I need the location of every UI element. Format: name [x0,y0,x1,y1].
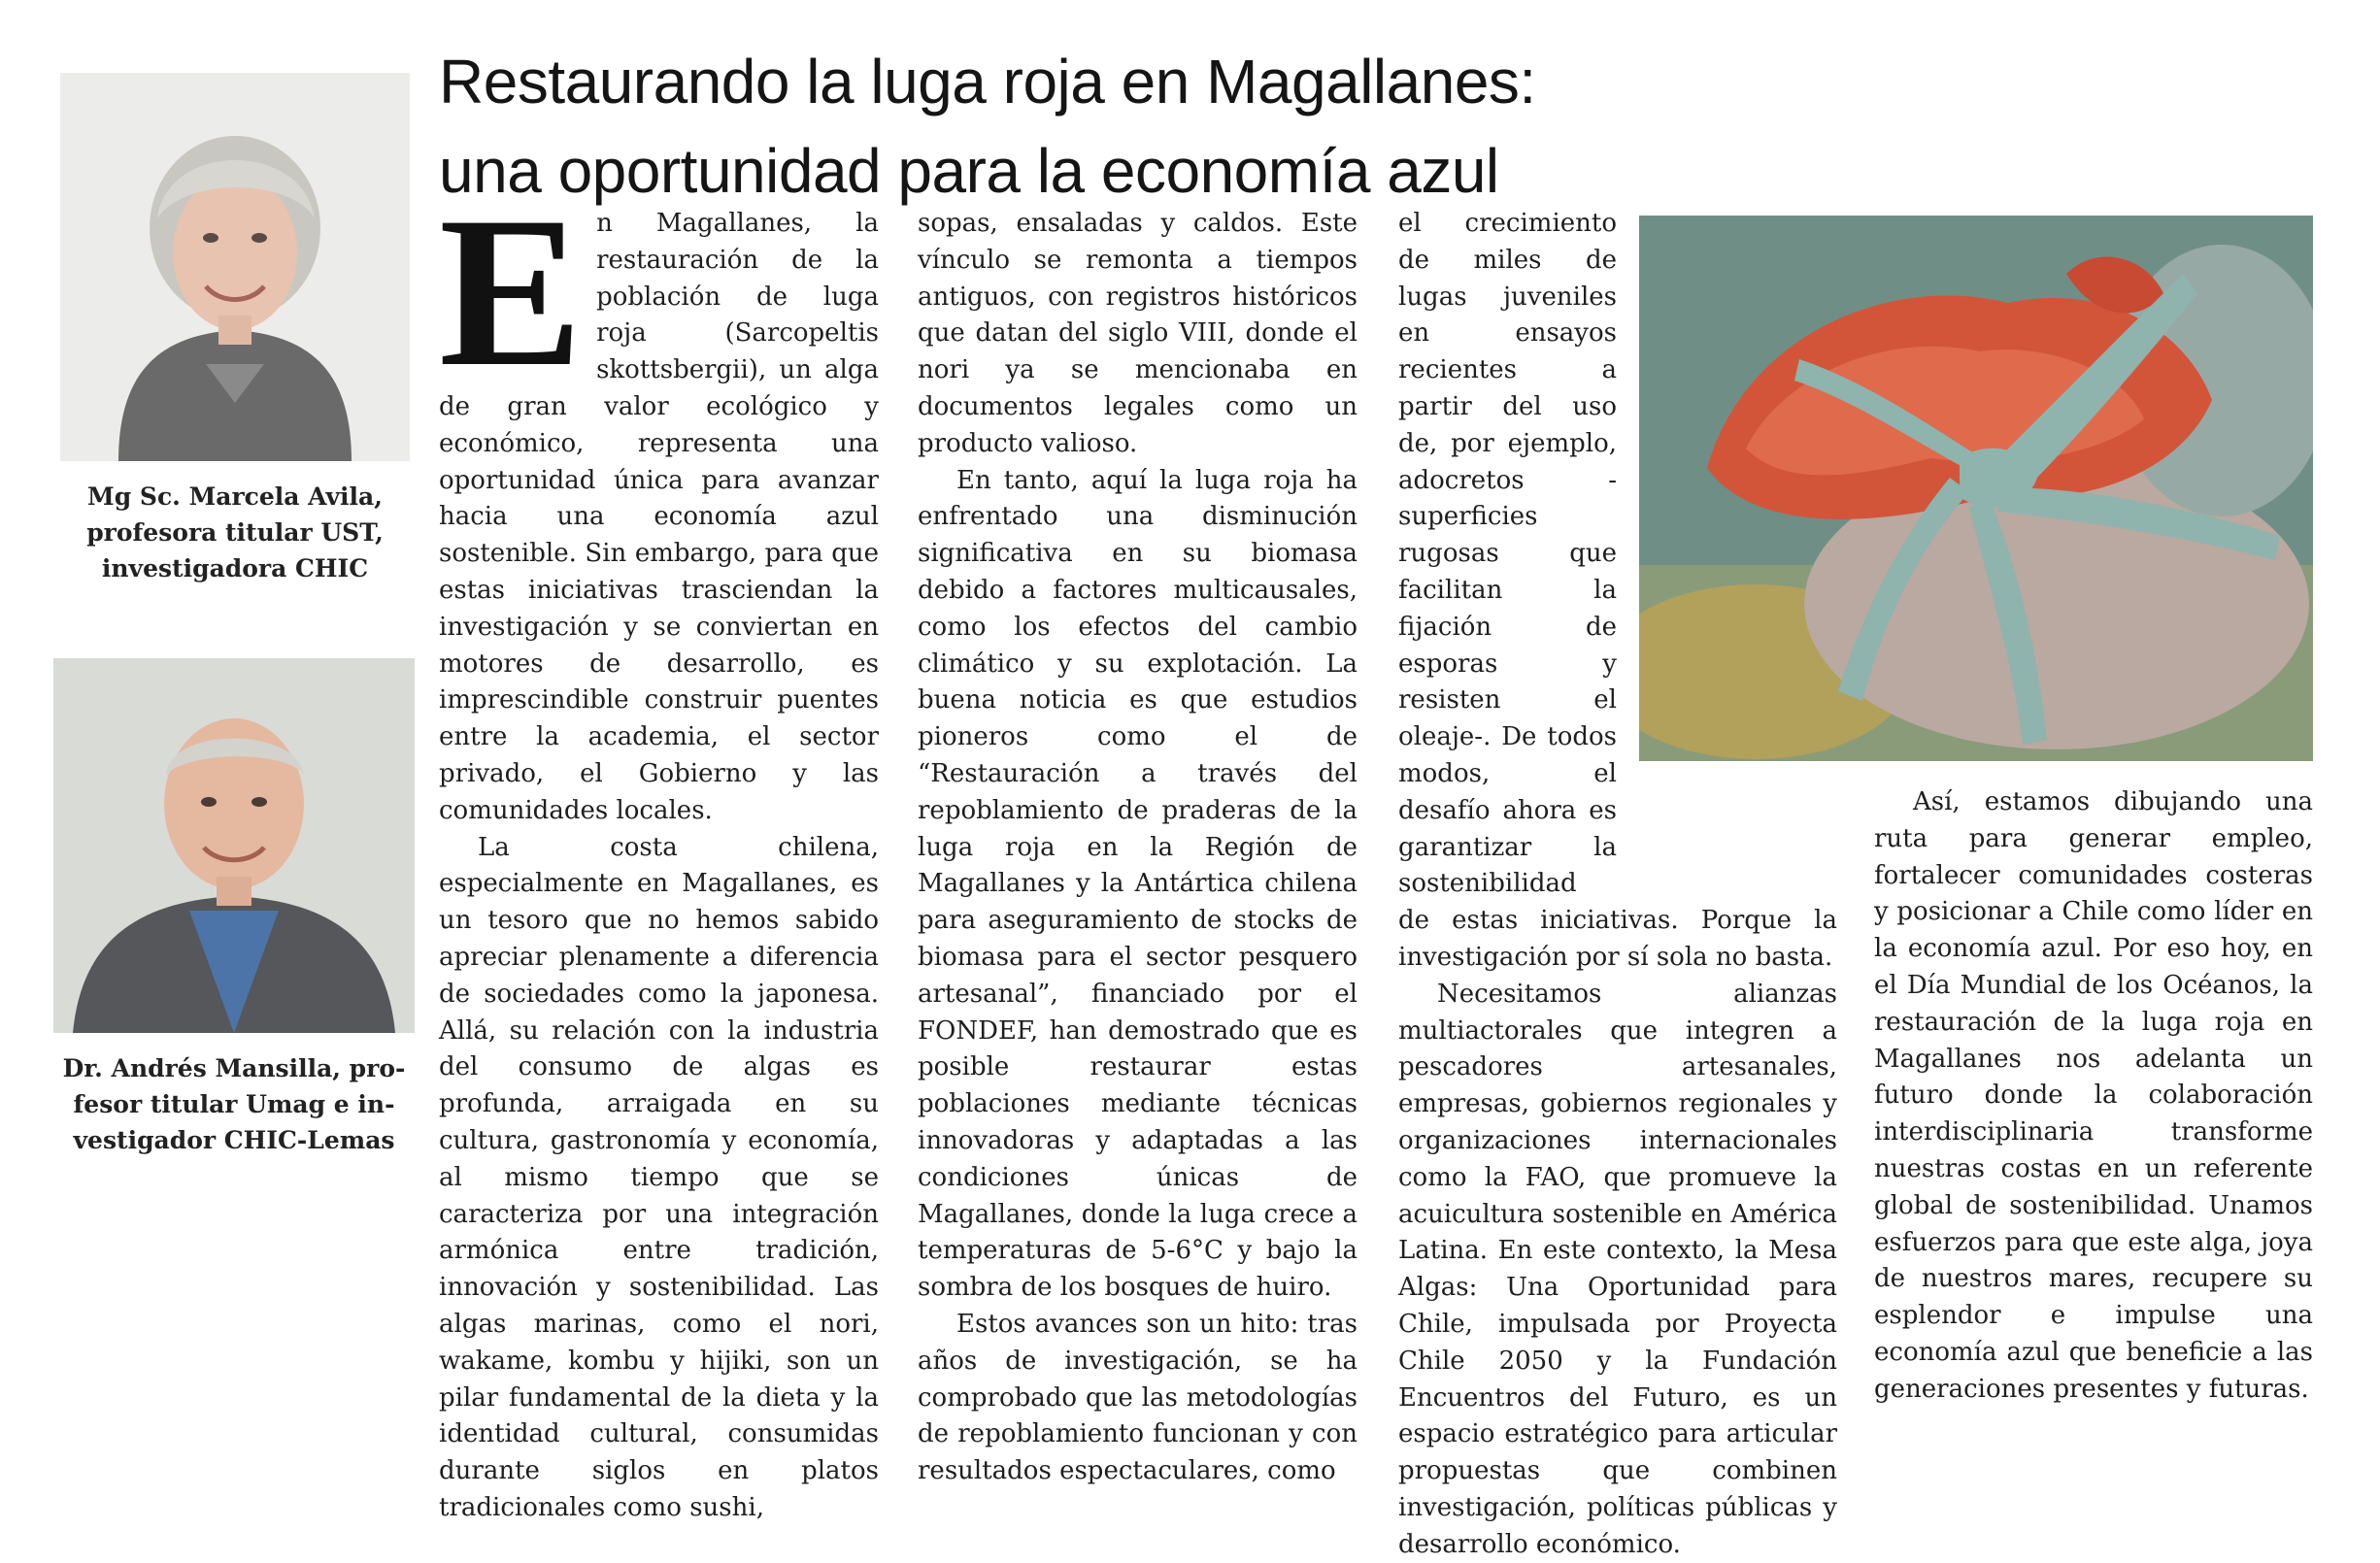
headline-line-1: Restaurando la luga roja en Magallanes: [439,47,1536,116]
paragraph-crecimiento-end: de estas iniciativas. Porque la investigación por sí sola no basta. [1398,906,1837,972]
drop-cap: E [439,173,584,412]
paragraph-continuation: sopas, ensaladas y caldos. Este vínculo se remonta a tiempos antiguos, con registros históricos que datan del siglo VIII, donde el nori ya se mencionaba en documentos legales como un producto valioso. [918,209,1358,458]
portrait-illustration [53,658,415,1033]
author-role: profesora titular UST, [86,518,384,547]
paragraph-luga-roja: En tanto, aquí la luga roja ha enfrentado una disminución significativa en su biomasa debido a factores multicausales, como los efectos del cambio climático y su explotación. La buena noticia es que estudios pioneros como el de “Restauración a través del repoblamiento de praderas de la luga roja en la Región de Magallanes y la Antártica chilena para aseguramiento de stocks de biomasa para el sector pesquero artesanal”, financiado por el FONDEF, han demostrado que es posible restaurar estas poblaciones mediante técnicas innovadoras y adaptadas a las condiciones únicas de Magallanes, donde la luga crece a temperaturas de 5-6°C y bajo la sombra de los bosques de huiro. [918,465,1358,1303]
author-name: Dr. Andrés Mansilla, pro- [62,1054,406,1082]
author-name: Mg Sc. Marcela Avila, [87,482,383,511]
article-column-2 [918,206,1358,1490]
author-photo-andres-mansilla [53,658,415,1033]
article-headline [439,37,1895,216]
paragraph-costa-chilena: La costa chilena, especialmente en Magallanes, es un tesoro que no hemos sabido apreciar plenamente a diferencia de sociedades como la japonesa. Allá, su relación con la industria del consumo de algas es profunda, arraigada en su cultura, gastronomía y economía, al mismo tiempo que se caracteriza por una integración armónica entre tradición, innovación y sostenibilidad. Las algas marinas, como el nori, wakame, kombu y hijiki, son un pilar fundamental de la dieta y la identidad cultural, consumidas durante siglos en platos tradicionales como sushi, [439,832,879,1522]
author-affiliation: investigadora CHIC [101,554,369,582]
article-column-1 [439,173,879,1527]
paragraph-intro: n Magallanes, la restauración de la población de luga roja (Sarcopeltis skottsbergii), un alga de gran valor ecológico y económico, representa una oportunidad única para avanzar hacia una economía azul sostenible. Sin embargo, para que estas iniciativas trasciendan la investigación y se conviertan en motores de desarrollo, es imprescindible construir puentes entre la academia, el sector privado, el Gobierno y las comunidades locales. [439,209,879,825]
paragraph-alianzas: Necesitamos alianzas multiactorales que integren a pescadores artesanales, empresas, gobiernos regionales y organizaciones internacionales como la FAO, que promueve la acuicultura sostenible en América Latina. En este contexto, la Mesa Algas: Una Oportunidad para Chile, impulsada por Proyecta Chile 2050 y la Fundación Encuentros del Futuro, es un espacio estratégico para articular propuestas que combinen investigación, políticas públicas y desarrollo económico. [1398,979,1837,1559]
paragraph-conclusion: Así, estamos dibujando una ruta para generar empleo, fortalecer comunidades costeras y posicionar a Chile como líder en la economía azul. Por eso hoy, en el Día Mundial de los Océanos, la restauración de la luga roja en Magallanes nos adelanta un futuro donde la colaboración interdisciplinaria transforme nuestras costas en un referente global de sostenibilidad. Unamos esfuerzos para que este alga, joya de nuestros mares, recupere su esplendor e impulse una economía azul que beneficie a las generaciones presentes y futuras. [1874,787,2313,1404]
author-caption-marcela-avila [60,479,410,586]
article-column-4 [1874,784,2313,1409]
portrait-illustration [60,73,410,461]
paragraph-crecimiento: el crecimiento de miles de lugas juveniles en ensayos recientes a partir del uso de, por ejemplo, adocretos -superficies rugosas que facilitan la fijación de esporas y resisten el oleaje-. De todos modos, el desafío ahora es garantizar la sostenibilidad [1398,209,1617,899]
article-column-3 [1398,206,1837,1563]
author-role: fesor titular Umag e in- [73,1090,395,1118]
author-affiliation: vestigador CHIC-Lemas [73,1126,395,1154]
author-caption-andres-mansilla [53,1050,415,1158]
headline-line-2: una oportunidad para la economía azul [439,136,1499,206]
author-photo-marcela-avila [60,73,410,461]
paragraph-avances: Estos avances son un hito: tras años de investigación, se ha comprobado que las metodologías de repoblamiento funcionan y con resultados espectaculares, como [918,1309,1358,1486]
